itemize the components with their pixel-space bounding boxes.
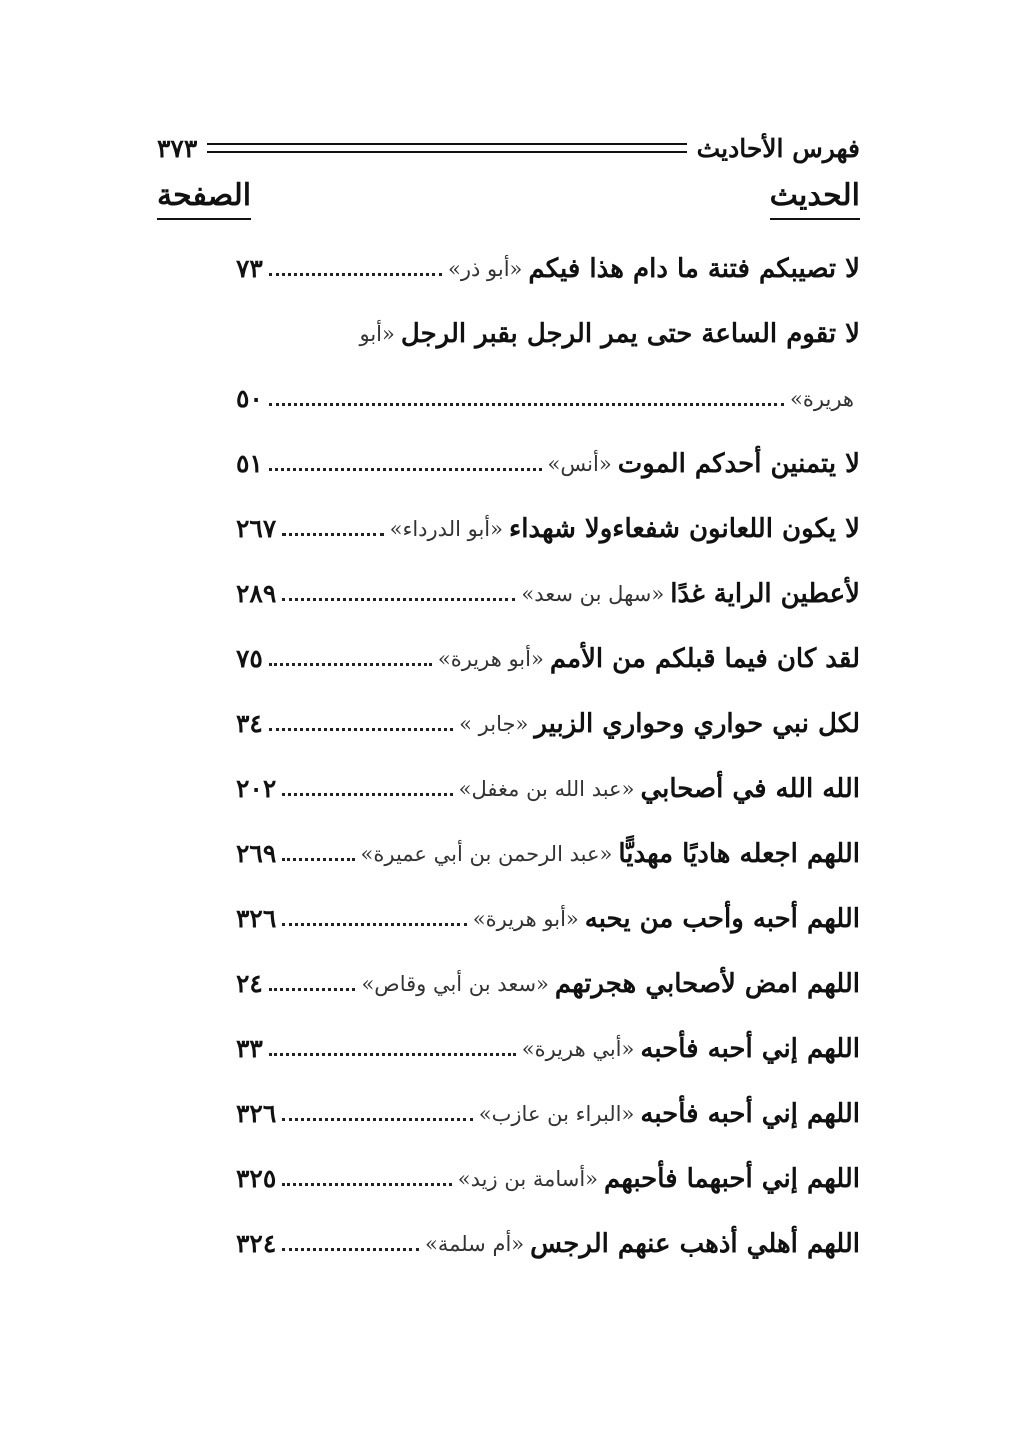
hadith-text: اللهم إني أحبهما فأحبهم — [604, 1163, 860, 1194]
index-entry — [236, 301, 860, 366]
index-entry — [236, 1211, 860, 1276]
dot-leader — [282, 923, 466, 926]
index-entry — [236, 1016, 860, 1081]
narrator: «أبو — [359, 321, 395, 346]
dot-leader — [282, 533, 383, 536]
hadith-text: لقد كان فيما قبلكم من الأمم — [549, 643, 860, 674]
narrator: «البراء بن عازب» — [478, 1101, 635, 1126]
narrator: «عبد الله بن مغفل» — [458, 776, 635, 801]
page-ref: ٣٢٦ — [236, 1099, 277, 1128]
page-ref: ٢٦٧ — [236, 514, 277, 543]
dot-leader — [269, 403, 784, 406]
dot-leader — [282, 793, 452, 796]
hadith-text: اللهم إني أحبه فأحبه — [640, 1033, 860, 1064]
page-ref: ٥٠ — [236, 384, 263, 413]
narrator: هريرة» — [790, 386, 854, 411]
index-entry — [236, 431, 860, 496]
index-entry — [236, 561, 860, 626]
narrator: «جابر » — [459, 711, 529, 736]
dot-leader — [282, 1183, 452, 1186]
page-ref: ٣٣ — [236, 1034, 263, 1063]
dot-leader — [269, 728, 453, 731]
narrator: «سهل بن سعد» — [521, 581, 665, 606]
narrator: «أبو الدرداء» — [389, 516, 503, 541]
index-entry — [236, 1146, 860, 1211]
index-entry — [236, 691, 860, 756]
index-entry — [236, 236, 860, 301]
dot-leader — [269, 988, 356, 991]
column-heading-hadith: الحديث — [770, 178, 860, 220]
index-entry-continuation — [236, 366, 860, 431]
hadith-text: اللهم إني أحبه فأحبه — [640, 1098, 860, 1129]
dot-leader — [269, 273, 442, 276]
page-ref: ٣٢٦ — [236, 904, 277, 933]
running-header — [157, 128, 860, 168]
page-ref: ٣٢٤ — [236, 1229, 277, 1258]
hadith-text: لأعطين الراية غدًا — [670, 578, 860, 609]
narrator: «أنس» — [547, 451, 612, 476]
narrator: «أم سلمة» — [424, 1231, 525, 1256]
page-ref: ٢٠٢ — [236, 774, 277, 803]
page-ref: ٢٤ — [236, 969, 263, 998]
page-ref: ٢٨٩ — [236, 579, 277, 608]
page-ref: ٧٣ — [236, 254, 263, 283]
page-number: ٣٧٣ — [157, 133, 198, 163]
dot-leader — [282, 598, 515, 601]
index-entry — [236, 496, 860, 561]
narrator: «أبي هريرة» — [521, 1036, 635, 1061]
hadith-text: اللهم أهلي أذهب عنهم الرجس — [530, 1228, 860, 1259]
hadith-text: لكل نبي حواري وحواري الزبير — [534, 708, 860, 739]
narrator: «أبو ذر» — [447, 256, 523, 281]
index-entry — [236, 886, 860, 951]
hadith-text: لا تقوم الساعة حتى يمر الرجل بقبر الرجل — [400, 318, 860, 349]
narrator: «أسامة بن زيد» — [457, 1166, 599, 1191]
narrator: «عبد الرحمن بن أبي عميرة» — [360, 841, 613, 866]
running-header-title: فهرس الأحاديث — [696, 133, 860, 163]
hadith-text: لا يكون اللعانون شفعاءولا شهداء — [508, 513, 860, 544]
dot-leader — [282, 1248, 419, 1251]
index-entry — [236, 626, 860, 691]
dot-leader — [282, 858, 354, 861]
hadith-index-list — [236, 236, 860, 1276]
dot-leader — [269, 663, 432, 666]
index-entry — [236, 756, 860, 821]
hadith-text: الله الله في أصحابي — [640, 773, 860, 804]
column-heading-page: الصفحة — [157, 178, 251, 220]
page-ref: ٢٦٩ — [236, 839, 277, 868]
hadith-text: اللهم امض لأصحابي هجرتهم — [554, 968, 860, 999]
hadith-text: لا تصيبكم فتنة ما دام هذا فيكم — [528, 253, 860, 284]
dot-leader — [269, 468, 542, 471]
hadith-text: اللهم اجعله هاديًا مهديًّا — [618, 838, 860, 869]
page-ref: ٥١ — [236, 449, 263, 478]
dot-leader — [282, 1118, 472, 1121]
dot-leader — [269, 1053, 516, 1056]
page-ref: ٣٤ — [236, 709, 263, 738]
page-ref: ٧٥ — [236, 644, 263, 673]
narrator: «سعد بن أبي وقاص» — [361, 971, 549, 996]
index-entry — [236, 951, 860, 1016]
page-ref: ٣٢٥ — [236, 1164, 277, 1193]
narrator: «أبو هريرة» — [437, 646, 544, 671]
hadith-text: لا يتمنين أحدكم الموت — [617, 448, 860, 479]
index-entry — [236, 1081, 860, 1146]
header-double-rule — [207, 143, 686, 153]
index-entry — [236, 821, 860, 886]
narrator: «أبو هريرة» — [472, 906, 579, 931]
hadith-text: اللهم أحبه وأحب من يحبه — [584, 903, 860, 934]
